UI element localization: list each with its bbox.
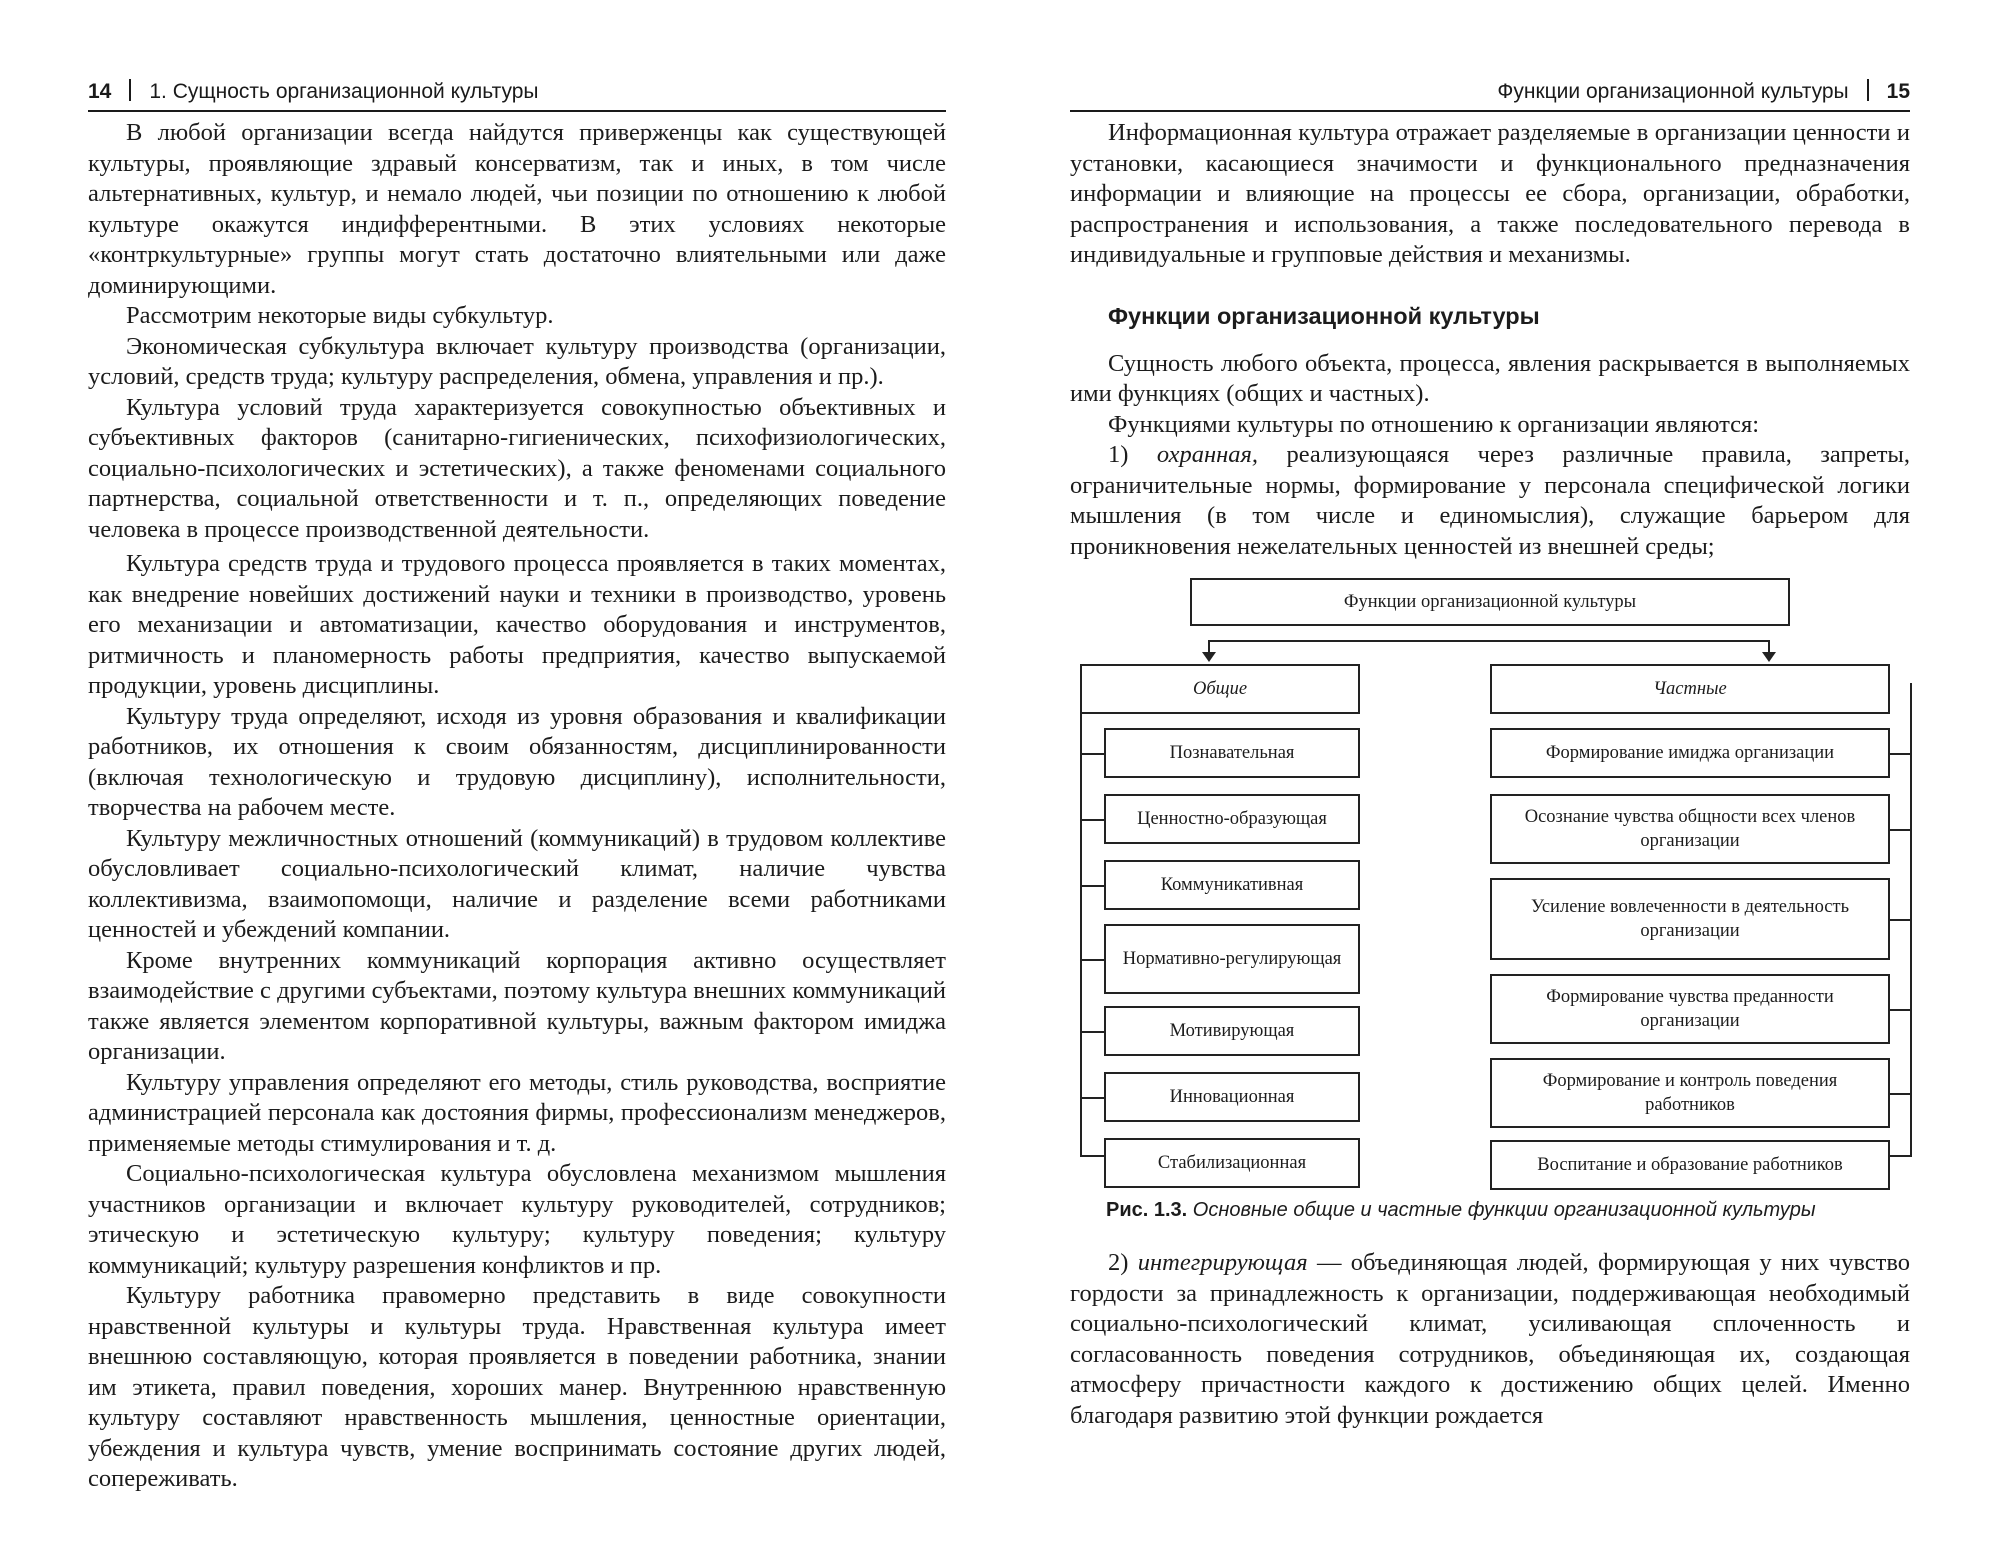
left-paragraph: Культуру труда определяют, исходя из уровня образования и квалификации работников, их отношения к своим обязанностям, дисциплинированности (включая технологическую и трудовую дисциплину), исполнительности, творчества на рабочем месте. — [88, 702, 946, 821]
connector-line — [1080, 753, 1104, 755]
connector-line — [1890, 829, 1912, 831]
general-function-box: Коммуникативная — [1104, 860, 1360, 910]
general-function-box: Нормативно-регулирующая — [1104, 924, 1360, 994]
left-header-rule — [88, 110, 946, 112]
right-header-rule — [1070, 110, 1910, 112]
specific-function-box: Формирование и контроль поведения работников — [1490, 1058, 1890, 1128]
specific-function-box: Формирование имиджа организации — [1490, 728, 1890, 778]
item-number: 2) — [1108, 1249, 1129, 1276]
left-paragraph: Экономическая субкультура включает культуру производства (организации, условий, средств труда; культуру распределения, обмена, управления и пр.). — [88, 332, 946, 390]
diagram-root-box: Функции организационной культуры — [1190, 578, 1790, 626]
figure-label: Рис. 1.3. — [1106, 1199, 1188, 1221]
information-culture-paragraph: Информационная культура отражает разделяемые в организации ценности и установки, касающиеся значимости и функционального предназначения информации и влияющие на процессы ее сбора, организации, обработки, распространения и использования, а также последовательного перевода в индивидуальные и групповые действия и механизмы. — [1070, 119, 1910, 268]
left-paragraph: В любой организации всегда найдутся приверженцы как существующей культуры, проявляющие здравый консерватизм, так и иных, в том числе альтернативных, культур, и немало людей, чьи позиции по отношению к любой культуре окажутся индифферентными. В этих условиях некоторые «контркультурные» группы могут стать достаточно влиятельными или даже доминирующими. — [88, 119, 946, 299]
left-body-text — [88, 118, 946, 1495]
right-running-head — [1070, 78, 1910, 106]
left-paragraph: Культура средств труда и трудового процесса проявляется в таких моментах, как внедрение новейших достижений науки и техники в производство, уровень его механизации и автоматизации, качество оборудования и инструментов, ритмичность и планомерность работы предприятия, качество выпускаемой продукции, уровень дисциплины. — [88, 550, 946, 699]
right-body-text — [1070, 118, 1910, 1431]
left-running-title: 1. Сущность организационной культуры — [149, 80, 539, 103]
connector-line — [1080, 819, 1104, 821]
section-heading: Функции организационной культуры — [1108, 302, 1540, 329]
figure-caption — [1106, 1196, 1910, 1224]
header-separator — [129, 79, 131, 101]
connector-line — [1890, 1093, 1912, 1095]
general-function-box: Инновационная — [1104, 1072, 1360, 1122]
left-running-head — [88, 78, 946, 106]
functions-intro-paragraph: Функциями культуры по отношению к организации являются: — [1108, 410, 1760, 438]
left-paragraph: Рассмотрим некоторые виды субкультур. — [126, 302, 554, 329]
arrow-down-icon — [1202, 652, 1216, 662]
left-paragraph: Социально-психологическая культура обусловлена механизмом мышления участников организации и включает культуру руководителей, сотрудников; этическую и эстетическую культуру; культуру поведения; культуру коммуникаций; культуру разрешения конфликтов и пр. — [88, 1160, 946, 1279]
left-page-number: 14 — [88, 80, 112, 103]
specific-functions-header: Частные — [1490, 664, 1890, 714]
function-item-protective — [1070, 440, 1910, 562]
connector-line — [1080, 1031, 1104, 1033]
specific-function-box: Усиление вовлеченности в деятельность организации — [1490, 878, 1890, 960]
general-functions-header: Общие — [1080, 664, 1360, 714]
right-page — [1070, 0, 1910, 1549]
left-paragraph: Культуру управления определяют его методы, стиль руководства, восприятие администрацией персонала как достояния фирмы, профессионализм менеджеров, применяемые методы стимулирования и т. д. — [88, 1068, 946, 1157]
general-function-box: Стабилизационная — [1104, 1138, 1360, 1188]
right-running-title: Функции организационной культуры — [1497, 80, 1849, 103]
general-function-box: Ценностно-образующая — [1104, 794, 1360, 844]
item-term: интегрирующая — [1137, 1249, 1308, 1276]
connector-line — [1890, 1155, 1912, 1157]
functions-diagram — [1070, 578, 1910, 1190]
connector-line — [1208, 640, 1770, 642]
connector-line — [1080, 959, 1104, 961]
general-function-box: Мотивирующая — [1104, 1006, 1360, 1056]
item-term: охранная, — [1156, 441, 1259, 468]
general-function-box: Познавательная — [1104, 728, 1360, 778]
left-paragraph: Культуру работника правомерно представить в виде совокупности нравственной культуры и культуры труда. Нравственная культура имеет внешнюю составляющую, которая проявляется в поведении работника, знании им этикета, правил поведения, хороших манер. Внутреннюю нравственную культуру составляют нравственность мышления, ценностные ориентации, убеждения и культура чувств, умение воспринимать состояние других людей, сопереживать. — [88, 1282, 946, 1492]
connector-line — [1890, 919, 1912, 921]
item-number: 1) — [1108, 441, 1129, 468]
connector-line — [1890, 1009, 1912, 1011]
connector-line — [1080, 1155, 1104, 1157]
figure-caption-text: Основные общие и частные функции организационной культуры — [1192, 1199, 1816, 1221]
function-item-integrating — [1070, 1248, 1910, 1431]
left-paragraph: Кроме внутренних коммуникаций корпорация активно осуществляет взаимодействие с другими субъектами, поэтому культура внешних коммуникаций также является элементом корпоративной культуры, важным фактором имиджа организации. — [88, 946, 946, 1065]
connector-line — [1080, 885, 1104, 887]
left-paragraph: Культура условий труда характеризуется совокупностью объективных и субъективных факторов (санитарно-гигиенических, психофизиологических, социально-психологических и эстетических), а также феноменами социального партнерства, социальной ответственности и т. п., определяющих поведение человека в процессе производственной деятельности. — [88, 393, 946, 543]
specific-function-box: Осознание чувства общности всех членов организации — [1490, 794, 1890, 864]
left-page — [88, 0, 946, 1549]
item-text: — объединяющая людей, формирующая у них чувство гордости за принадлежность к организации, поддерживающая необходимый социально-психологический климат, усиливающая сплоченность и согласованность поведения сотрудников, объединяющая их, создающая атмосферу причастности каждого к достижению общих целей. Именно благодаря развитию этой функции рождается — [1070, 1249, 1911, 1429]
specific-function-box: Формирование чувства преданности организации — [1490, 974, 1890, 1044]
essence-paragraph: Сущность любого объекта, процесса, явления раскрывается в выполняемых ими функциях (общих и частных). — [1070, 349, 1910, 407]
right-page-number: 15 — [1886, 80, 1910, 103]
connector-line — [1080, 1097, 1104, 1099]
header-separator — [1867, 79, 1869, 101]
connector-line — [1890, 753, 1912, 755]
specific-function-box: Воспитание и образование работников — [1490, 1140, 1890, 1190]
arrow-down-icon — [1762, 652, 1776, 662]
item-text: реализующаяся через различные правила, запреты, ограничительные нормы, формирование у персонала специфической логики мышления (в том числе и единомыслия), служащие барьером для проникновения нежелательных ценностей из внешней среды; — [1070, 441, 1910, 560]
left-paragraph: Культуру межличностных отношений (коммуникаций) в трудовом коллективе обусловливает социально-психологический климат, наличие чувства коллективизма, взаимопомощи, наличие и разделение всеми работниками ценностей и убеждений компании. — [88, 824, 946, 943]
